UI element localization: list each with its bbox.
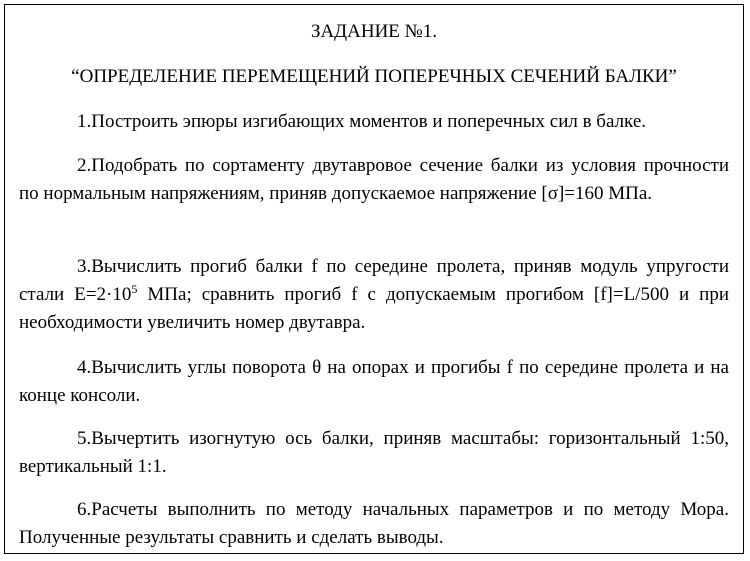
task-item-3 — [19, 253, 729, 337]
task-subtitle: “ОПРЕДЕЛЕНИЕ ПЕРЕМЕЩЕНИЙ ПОПЕРЕЧНЫХ СЕЧЕНИЙ БАЛКИ” — [71, 66, 677, 87]
task-document — [4, 4, 744, 554]
task-item-6: 6.Расчеты выполнить по методу начальных параметров и по методу Мора. Полученные результаты сравнить и сделать выводы. — [19, 499, 729, 548]
task-item-2: 2.Подобрать по сортаменту двутавровое сечение балки из условия прочности по нормальным напряжениям, приняв допускаемое напряжение [σ]=160 МПа. — [19, 155, 729, 204]
task-item-1: 1.Построить эпюры изгибающих моментов и поперечных сил в балке. — [77, 111, 646, 132]
task-item-3-text-start: 3.Вычислить прогиб балки f по середине пролета, приняв модуль упругости стали E=2·10 — [19, 256, 729, 305]
task-item-5: 5.Вычертить изогнутую ось балки, приняв масштабы: горизонтальный 1:50, вертикальный 1:1. — [19, 428, 729, 477]
task-title: ЗАДАНИЕ №1. — [310, 21, 438, 42]
task-item-3-text-end: МПа; сравнить прогиб f с допускаемым прогибом [f]=L/500 и при необходимости увеличить номер двутавра. — [19, 284, 729, 333]
task-item-4: 4.Вычислить углы поворота θ на опорах и прогибы f по середине пролета и на конце консоли. — [19, 357, 729, 406]
exponent-superscript: 5 — [131, 282, 138, 296]
